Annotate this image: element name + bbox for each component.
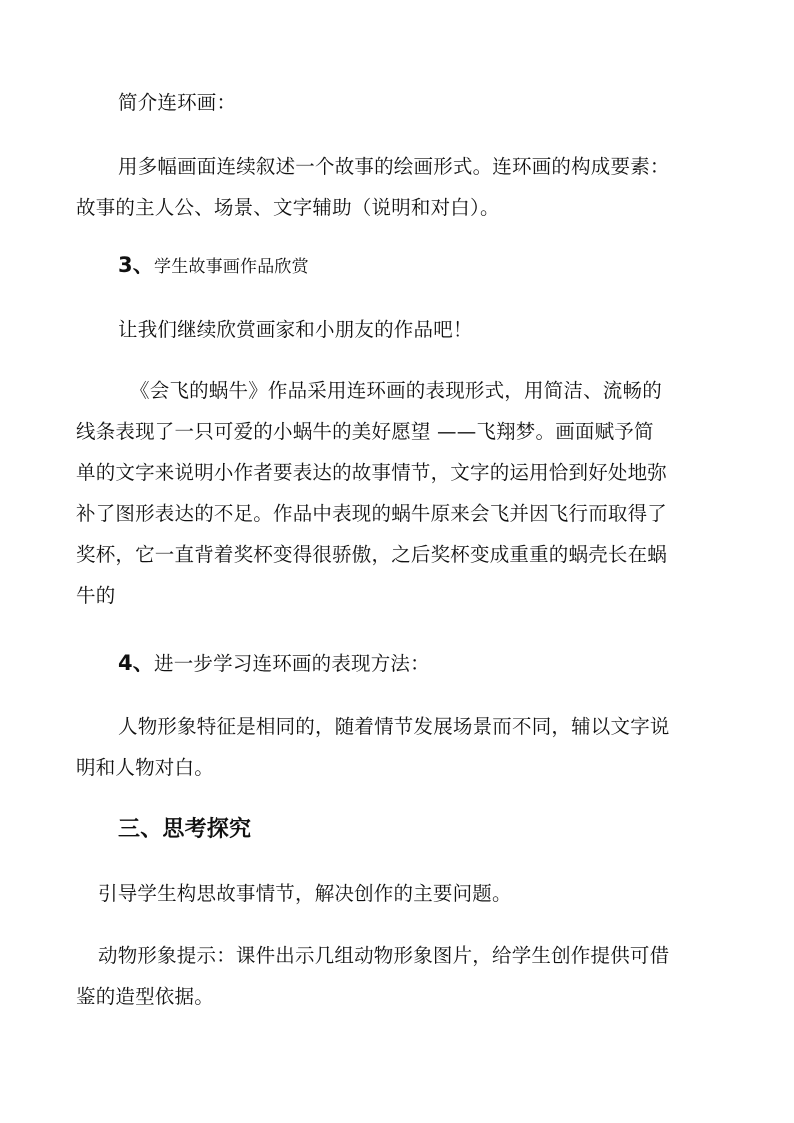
snail-paragraph-line-4: 补了图形表达的不足。作品中表现的蜗牛原来会飞并因飞行而取得了: [76, 502, 668, 525]
method-paragraph-line-2: 明和人物对白。: [76, 756, 214, 779]
method-paragraph-line-1: 人物形象特征是相同的，随着情节发展场景而不同，辅以文字说: [118, 715, 670, 738]
guide-text: 引导学生构思故事情节，解决创作的主要问题。: [98, 882, 512, 905]
heading-3-text: 学生故事画作品欣赏: [154, 257, 309, 277]
snail-paragraph-line-1: 《会飞的蜗牛》作品采用连环画的表现形式，用简洁、流畅的: [130, 379, 662, 402]
animal-paragraph-line-1: 动物形象提示：课件出示几组动物形象图片，给学生创作提供可借: [98, 944, 670, 967]
snail-paragraph-line-6: 牛的: [76, 584, 116, 607]
heading-3: [118, 252, 758, 281]
snail-paragraph-line-2: 线条表现了一只可爱的小蜗牛的美好愿望 ——飞翔梦。画面赋予简: [76, 420, 654, 443]
section-heading-3: 三、思考探究: [118, 817, 252, 842]
intro-title: 简介连环画：: [118, 91, 237, 114]
heading-4-text: 进一步学习连环画的表现方法：: [154, 652, 430, 675]
snail-paragraph-line-5: 奖杯，它一直背着奖杯变得很骄傲，之后奖杯变成重重的蜗壳长在蜗: [76, 543, 668, 566]
heading-4: [118, 650, 758, 677]
heading-3-number: 3、: [118, 253, 155, 277]
snail-paragraph-line-3: 单的文字来说明小作者要表达的故事情节，文字的运用恰到好处地弥: [76, 461, 668, 484]
intro-paragraph-line-2: 故事的主人公、场景、文字辅助（说明和对白）。: [76, 196, 500, 219]
heading-4-number: 4、: [118, 651, 155, 675]
intro-paragraph-line-1: 用多幅画面连续叙述一个故事的绘画形式。连环画的构成要素：: [118, 155, 670, 178]
animal-paragraph-line-2: 鉴的造型依据。: [76, 985, 214, 1008]
invite-text: 让我们继续欣赏画家和小朋友的作品吧！: [118, 318, 473, 341]
